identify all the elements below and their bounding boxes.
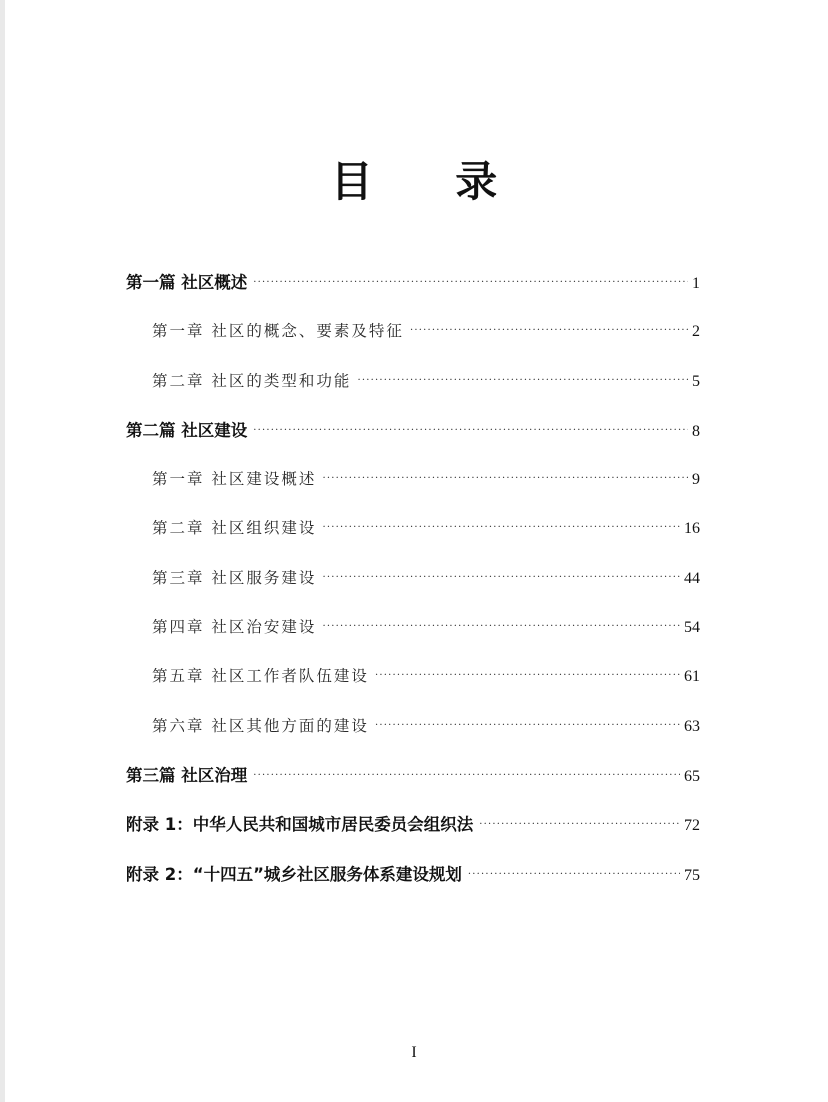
toc-entry-chapter[interactable]: [126, 603, 700, 652]
toc-entry-page: 9: [692, 471, 700, 489]
toc-entry-chapter[interactable]: [126, 307, 700, 356]
toc-entry-label: 第二篇 社区建设: [126, 420, 248, 440]
toc-entry-page: 63: [684, 717, 700, 735]
toc-entry-page: 75: [684, 866, 700, 884]
toc-entry-page: 61: [684, 668, 700, 686]
toc-entry-chapter[interactable]: [126, 357, 700, 406]
toc-leader-dots: [322, 503, 680, 552]
toc-entry-chapter[interactable]: [126, 504, 700, 553]
toc-leader-dots: [410, 306, 688, 355]
footer-page-number: I: [411, 1044, 417, 1061]
toc-entry-page: 1: [692, 275, 700, 292]
toc-entry-label: 第一章 社区建设概述: [152, 470, 317, 489]
page-title: 目 录: [330, 157, 532, 206]
toc-leader-dots: [322, 553, 680, 602]
toc-entry-chapter[interactable]: [126, 702, 700, 751]
toc-leader-dots: [253, 406, 688, 455]
toc-entry-label: 第五章 社区工作者队伍建设: [152, 667, 369, 686]
toc-entry-label: 第二章 社区组织建设: [152, 519, 317, 538]
toc-leader-dots: [375, 701, 680, 750]
toc-entry-label: 附录 1：中华人民共和国城市居民委员会组织法: [126, 815, 474, 835]
toc-entry-appendix-1[interactable]: [126, 800, 700, 849]
toc-entry-page: 5: [692, 372, 700, 390]
toc-entry-label: 第三篇 社区治理: [126, 765, 248, 785]
toc-entry-label: 第二章 社区的类型和功能: [152, 371, 352, 390]
toc-entry-page: 54: [684, 619, 700, 637]
toc-leader-dots: [375, 651, 680, 700]
toc-entry-page: 16: [684, 520, 700, 538]
toc-entry-part-1[interactable]: [126, 258, 700, 307]
toc-entry-chapter[interactable]: [126, 455, 700, 504]
toc-entry-label: 第四章 社区治安建设: [152, 618, 317, 637]
toc-entry-part-2[interactable]: [126, 406, 700, 455]
toc-entry-appendix-2[interactable]: [126, 850, 700, 899]
toc-leader-dots: [357, 356, 688, 405]
toc-entry-chapter[interactable]: [126, 652, 700, 701]
toc-entry-chapter[interactable]: [126, 554, 700, 603]
toc-entry-page: 8: [692, 422, 700, 440]
toc-entry-label: 第一章 社区的概念、要素及特征: [152, 322, 404, 341]
toc-entry-part-3[interactable]: [126, 751, 700, 800]
toc-entry-label: 第三章 社区服务建设: [152, 568, 317, 587]
toc-leader-dots: [479, 800, 680, 849]
toc-entry-page: 44: [684, 569, 700, 587]
toc-entry-label: 第六章 社区其他方面的建设: [152, 716, 369, 735]
toc-entry-page: 2: [692, 323, 700, 341]
toc-leader-dots: [322, 454, 688, 503]
toc-entry-page: 72: [684, 817, 700, 835]
table-of-contents: [126, 258, 700, 899]
toc-leader-dots: [253, 751, 680, 800]
toc-entry-page: 65: [684, 767, 700, 785]
toc-leader-dots: [253, 258, 688, 307]
toc-entry-label: 第一篇 社区概述: [126, 273, 248, 292]
toc-entry-label: 附录 2：“十四五”城乡社区服务体系建设规划: [126, 864, 462, 884]
toc-leader-dots: [322, 602, 680, 651]
toc-leader-dots: [468, 850, 680, 899]
